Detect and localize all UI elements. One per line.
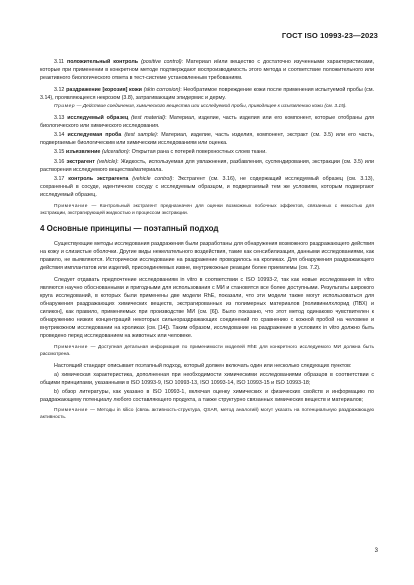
definition-3-15 <box>40 148 374 156</box>
definition-number: 3.15 <box>54 149 65 156</box>
definition-term: исследуемая проба <box>67 132 122 139</box>
definition-text: : Необратимое повреждение кожи после применения испытуемой пробы (см. 3.14), проявляющееся некрозом (3.8), затрагивающим эпидермис и дерму. <box>40 86 374 101</box>
section-heading: 4 Основные принципы — поэтапный подход <box>40 224 219 234</box>
standard-header: ГОСТ ISO 10993-23—2023 <box>281 31 378 40</box>
definition-text: : Материал и/или вещество с достаточно изученными характеристиками, которые при применении в конкретном методе подтверждают воспроизводимость этого метода и соответствие положительного или реактивного биологического ответа в тест-системе установленным требованиям. <box>40 59 374 82</box>
definition-english: (test material) <box>131 114 166 121</box>
definition-number: 3.11 <box>54 59 65 65</box>
page-number: 3 <box>374 548 378 554</box>
definition-text: : Открытая рана с потерей поверхностных слоев ткани. <box>128 149 267 156</box>
definition-term: исследуемый образец <box>67 114 129 121</box>
definition-english: (ulceration) <box>101 149 129 156</box>
definition-english: (vehicle control) <box>132 175 173 182</box>
definition-text: : Материал, изделие, часть изделия или его компонент, которые отобраны для биологического или химического исследования. <box>40 114 374 129</box>
definition-english: (positive control) <box>141 59 182 65</box>
definition-term: изъязвление <box>65 149 101 156</box>
note-text: — Контрольный экстрагент предназначен для оценки возможных побочных эффектов, связанных с емкостью для экстракции, экстрагирующей жидкостью и процессом экстракции. <box>40 203 374 216</box>
definition-3-11 <box>40 58 374 82</box>
note-vehicle-control <box>40 203 374 217</box>
definition-term: экстрагент <box>66 158 95 165</box>
definition-number: 3.12 <box>54 86 65 93</box>
example-text: — Действие соединения, химического вещества или исследуемой пробы, приводящее к изъязвлению кожи (см. 3.15). <box>75 104 347 110</box>
note-label: Примечание <box>54 203 89 209</box>
definition-text: : Жидкость, используемая для увлажнения, разбавления, суспендирования, экстракции (см. 3.5) или растворения исследуемого вещества/материала. <box>40 158 374 173</box>
note-label: Примечание <box>54 344 89 350</box>
note-label: Примечание <box>54 408 89 414</box>
list-item-a: а) химическая характеристика, дополненная при необходимости химическими исследованиями образцов в соответствии с общими принципами, указанными в ISO 10993-9, ISO 10993-13, ISO 10993-14, ISO 10993-15 и ISO 10993-18; <box>40 372 374 387</box>
definition-number: 3.14 <box>54 132 65 139</box>
definition-term: раздражение [корозия] кожи <box>66 86 142 93</box>
definition-3-14 <box>40 131 374 147</box>
note-text: — Методы in silico (связь активность-структура, QSAR, метод аналогий) могут указать на потенциальную раздражающую активность. <box>40 408 374 421</box>
definition-english: (vehicle) <box>96 158 118 165</box>
section-paragraph-3: Настоящий стандарт описывает поэтапный подход, который должен включать один или несколько следующих пунктов: <box>54 362 352 369</box>
definition-term: положительный контроль <box>66 59 139 65</box>
definition-3-12 <box>40 86 374 102</box>
note-in-silico <box>40 407 374 421</box>
definition-3-13 <box>40 114 374 130</box>
definition-english: (skin corrosion) <box>143 86 181 93</box>
definition-3-16 <box>40 158 374 174</box>
definition-english: (test sample) <box>124 132 157 139</box>
definition-number: 3.16 <box>54 158 65 165</box>
definition-number: 3.13 <box>54 114 65 121</box>
section-paragraph-1: Существующие методы исследования раздражения были разработаны для обнаружения возможного раздражающего действия на кожу и слизистые оболочки. Другие виды нежелательного воздействия, такие как сенсибилизация, данными исследованиями, как правило, не выявляются. Исторически исследование на раздражение проводилось на кроликах. Для обнаружения раздражающего действия имплантатов или изделий, присоединяемых извне, внутрикожные реакции более приемлемы (см. 7.2). <box>40 241 374 272</box>
note-text: — Доступная детальная информация по применимости моделей RhE для конкретного исследуемого МИ должна быть рассмотрена. <box>40 344 374 357</box>
definition-term: контроль экстрагента <box>68 175 129 182</box>
list-item-b: b) обзор литературы, как указано в ISO 10993-1, включая оценку химических и физических свойств и информацию по раздражающему потенциалу любого составляющего продукта, а также структурно связанных химических веществ и материалов; <box>40 388 374 403</box>
definition-text: : Материал, изделие, часть изделия, компонент, экстракт (см. 3.5) или его часть, подвергаемые биологическим или химическим исследованиям или оценка. <box>40 132 374 147</box>
definition-example <box>40 103 374 110</box>
example-label: Пример <box>54 104 76 110</box>
note-rhe-models <box>40 344 374 358</box>
page-content <box>40 58 374 425</box>
section-paragraph-2: Следует отдавать предпочтение исследованиям in vitro в соответствии с ISO 10993-2, так как новые исследования in vitro являются научно обоснованными и пригодными для использования с МИ и становятся все более доступными. Результаты широкого круга исследований, в которых были применены две модели RhE, показали, что эти модели также могут использоваться для обнаружения раздражающих химических веществ, экстрагированных из полимерных материалов [поливинилхлорид (ПВХ) и силикон], как правило, применяемых при производстве МИ (см. [6]). Было показано, что этот метод одинаково чувствителен к обнаружению низких концентраций некоторых сильнораздражающих соединений по сравнению с кожной пробой на человеке и внутрикожном исследовании на кроликах (см. [14]). Таким образом, исследование на раздражение в условиях in vitro должно быть проведено перед исследованием на животных или человеке. <box>40 276 374 340</box>
definition-number: 3.17 <box>54 175 65 182</box>
definition-text: : Экстрагент (см. 3.16), не содержащий исследуемый образец (см. 3.13), сохраненный в сосуде, идентичном сосуду с исследуемым образцом, и подвергаемый тем же условиям, которым подвергают исследуемый образец. <box>40 175 374 198</box>
definition-3-17 <box>40 175 374 199</box>
